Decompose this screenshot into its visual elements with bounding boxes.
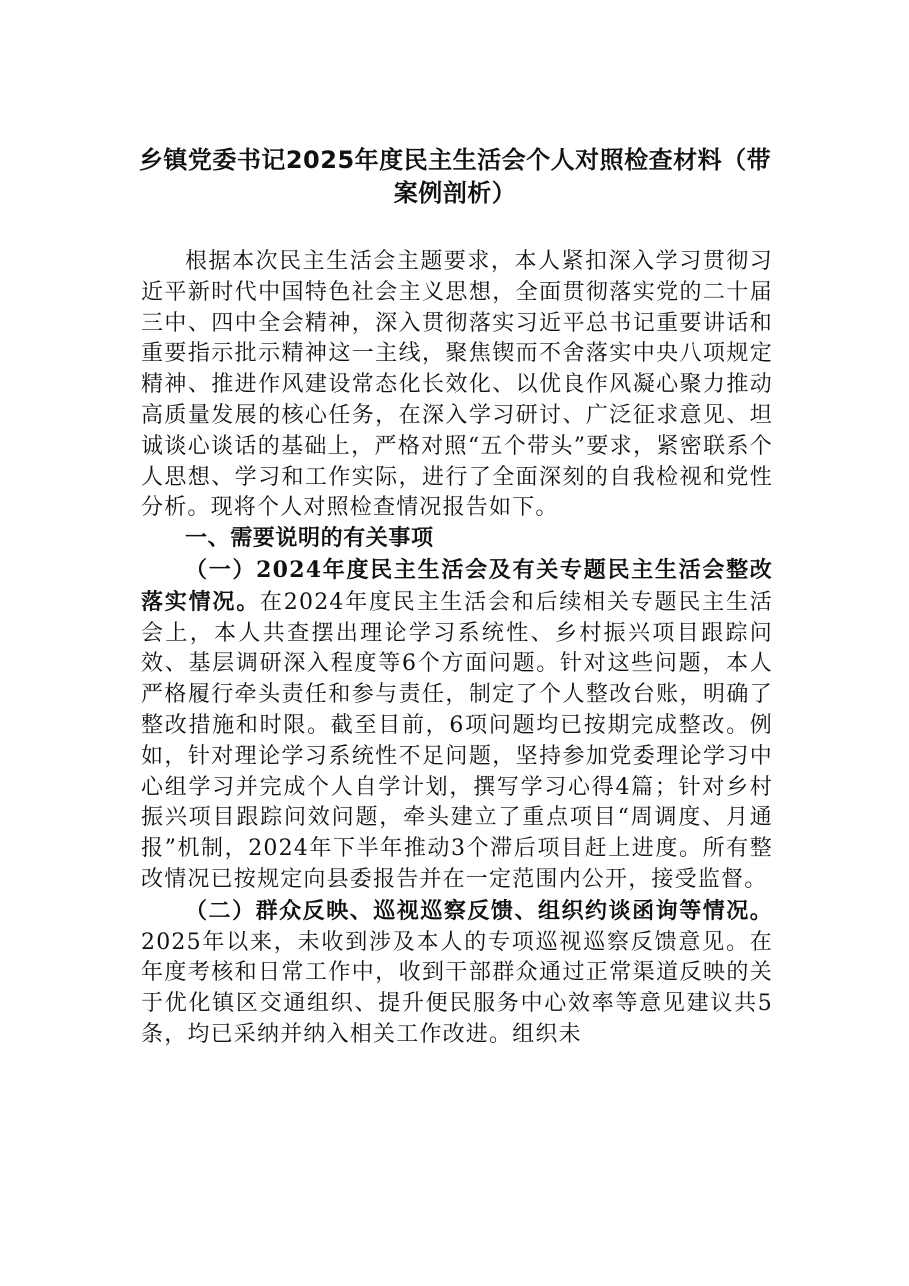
document-title: 乡镇党委书记2025年度民主生活会个人对照检查材料（带案例剖析） [138, 146, 772, 207]
item-2-body: 2025年以来，未收到涉及本人的专项巡视巡察反馈意见。在年度考核和日常工作中，收到干部群众通过正常渠道反映的关于优化镇区交通组织、提升便民服务中心效率等意见建议共5条，均已采纳并纳入相关工作改进。组织未 [141, 929, 773, 1047]
item-2-paragraph [141, 896, 773, 1051]
intro-paragraph: 根据本次民主生活会主题要求，本人紧扣深入学习贯彻习近平新时代中国特色社会主义思想，全面贯彻落实党的二十届三中、四中全会精神，深入贯彻落实习近平总书记重要讲话和重要指示批示精神这一主线，聚焦锲而不舍落实中央八项规定精神、推进作风建设常态化长效化、以优良作风凝心聚力推动高质量发展的核心任务，在深入学习研讨、广泛征求意见、坦诚谈心谈话的基础上，严格对照“五个带头”要求，紧密联系个人思想、学习和工作实际，进行了全面深刻的自我检视和党性分析。现将个人对照检查情况报告如下。 [141, 249, 773, 521]
section-heading-1: 一、需要说明的有关事项 [185, 526, 434, 552]
item-1-body: 在2024年度民主生活会和后续相关专题民主生活会上，本人共查摆出理论学习系统性、乡村振兴项目跟踪问效、基层调研深入程度等6个方面问题。针对这些问题，本人严格履行牵头责任和参与责任，制定了个人整改台账，明确了整改措施和时限。截至目前，6项问题均已按期完成整改。例如，针对理论学习系统性不足问题，坚持参加党委理论学习中心组学习并完成个人自学计划，撰写学习心得4篇；针对乡村振兴项目跟踪问效问题，牵头建立了重点项目“周调度、月通报”机制，2024年下半年推动3个滞后项目赶上进度。所有整改情况已按规定向县委报告并在一定范围内公开，接受监督。 [141, 589, 773, 892]
item-1-lead: （一）2024年度民主生活会及有关专题民主生活会整改落实情况。 [141, 556, 773, 615]
item-1-paragraph [141, 555, 773, 896]
document-body [141, 247, 773, 1051]
item-2-lead: （二）群众反映、巡视巡察反馈、组织约谈函询等情况。 [185, 897, 773, 924]
